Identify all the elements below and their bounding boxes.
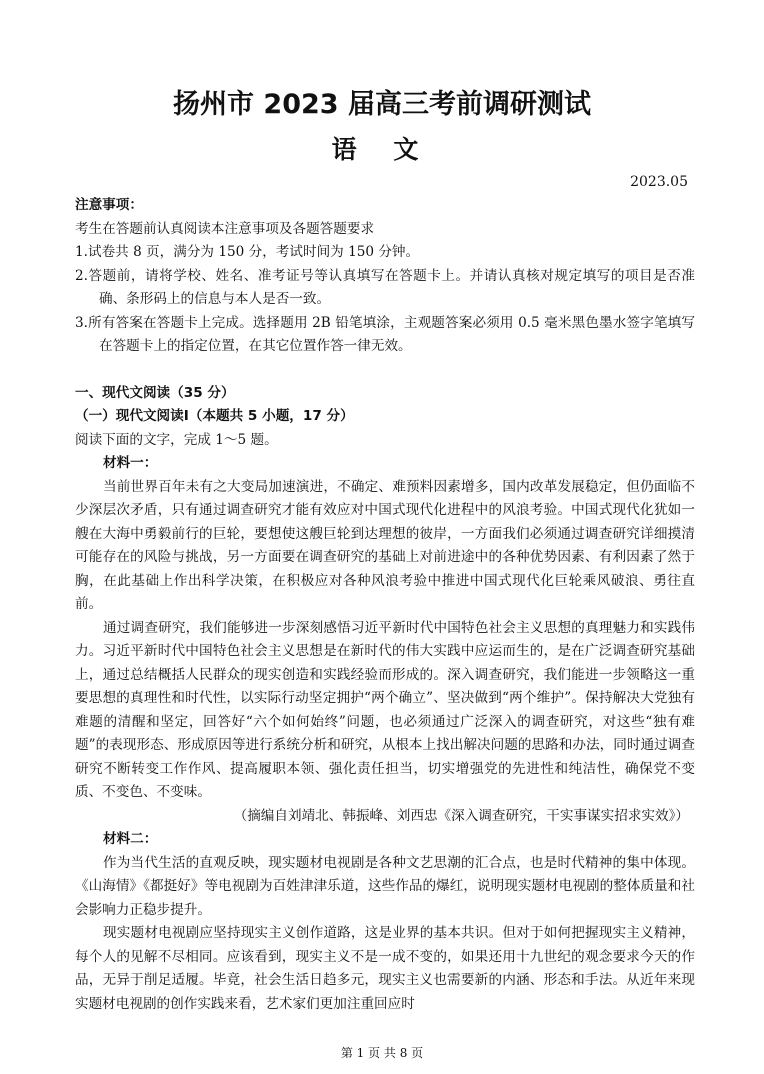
exam-title: 扬州市 2023 届高三考前调研测试 [173,89,591,120]
page-footer: 第 1 页 共 8 页 [340,1046,424,1060]
material2-paragraph: 现实题材电视剧应坚持现实主义创作道路，这是业界的基本共识。但对于如何把握现实主义精神，每个人的见解不尽相同。应该看到，现实主义不是一成不变的，如果还用十九世纪的观念要求今天的作品，无异于削足适履。毕竟，社会生活日趋多元，现实主义也需要新的内涵、形态和手法。从近年来现实题材电视剧的创作实践来看，艺术家们更加注重回应时 [75,925,695,1012]
notice-intro: 考生在答题前认真阅读本注意事项及各题答题要求 [75,220,375,237]
notice-item-3: 3.所有答案在答题卡上完成。选择题用 2B 铅笔填涂，主观题答案必须用 0.5 毫米黑色墨水签字笔填写在答题卡上的指定位置，在其它位置作答一律无效。 [75,314,695,354]
exam-date: 2023.05 [630,174,688,190]
notice-item-2: 2.答题前，请将学校、姓名、准考证号等认真填写在答题卡上。并请认真核对规定填写的项目是否准确、条形码上的信息与本人是否一致。 [75,267,695,307]
material2-paragraph: 作为当代生活的直观反映，现实题材电视剧是各种文艺思潮的汇合点，也是时代精神的集中体现。《山海情》《都挺好》等电视剧为百姓津津乐道，这些作品的爆红，说明现实题材电视剧的整体质量和社会影响力正稳步提升。 [75,854,695,918]
material1-label: 材料一： [103,455,158,471]
material2-label: 材料二： [103,831,158,847]
notice-item-1: 1.试卷共 8 页，满分为 150 分，考试时间为 150 分钟。 [75,244,420,260]
notice-heading: 注意事项： [75,197,143,213]
section-heading: 一、现代文阅读（35 分） [75,384,235,401]
material1-paragraph: 当前世界百年未有之大变局加速演进，不确定、难预料因素增多，国内改革发展稳定，但仍面临不少深层次矛盾，只有通过调查研究才能有效应对中国式现代化进程中的风浪考验。中国式现代化犹如一艘在大海中勇毅前行的巨轮，要想使这艘巨轮到达理想的彼岸，一方面我们必须通过调查研究详细摸清可能存在的风险与挑战，另一方面要在调查研究的基础上对前进途中的各种优势因素、有利因素了然于胸，在此基础上作出科学决策，在积极应对各种风浪考验中推进中国式现代化巨轮乘风破浪、勇往直前。 [75,478,695,612]
exam-body [75,194,695,1016]
section-subheading: （一）现代文阅读Ⅰ（本题共 5 小题，17 分） [75,408,354,424]
section-instruction: 阅读下面的文字，完成 1～5 题。 [75,431,278,448]
material1-paragraph: 通过调查研究，我们能够进一步深刻感悟习近平新时代中国特色社会主义思想的真理魅力和实践伟力。习近平新时代中国特色社会主义思想是在新时代的伟大实践中应运而生的，是在广泛调查研究基础上，通过总结概括人民群众的现实创造和实践经验而形成的。深入调查研究，我们能进一步领略这一重要思想的真理性和时代性，以实际行动坚定拥护“两个确立”、坚决做到“两个维护”。保持解决大党独有难题的清醒和坚定，回答好“六个如何始终”问题，也必须通过广泛深入的调查研究，对这些“独有难题”的表现形态、形成原因等进行系统分析和研究，从根本上找出解决问题的思路和办法，同时通过调查研究不断转变工作作风、提高履职本领、强化责任担当，切实增强党的先进性和纯洁性，确保党不变质、不变色、不变味。 [75,619,695,800]
spacer [75,359,695,382]
material1-source: （摘编自刘靖北、韩振峰、刘西忠《深入调查研究，干实事谋实招求实效》） [233,807,689,824]
subject-title: 语 文 [331,135,433,164]
